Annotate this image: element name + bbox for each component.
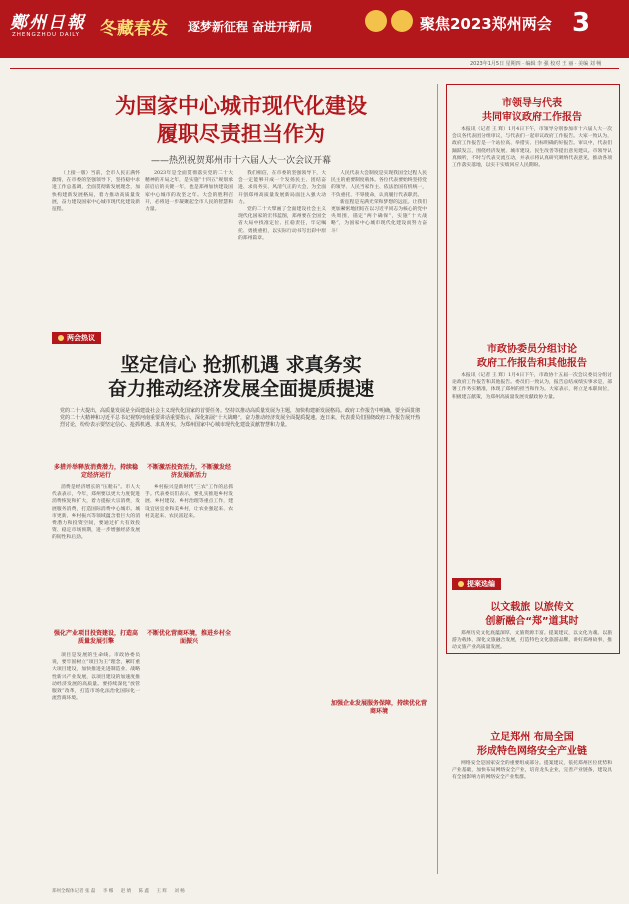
lead-body-col3: 我们相信，在市委的坚强领导下，大会一定能够开成一个发扬民主、团结奋进、求真务实、风清气正的大会，为全面开创郑州高质量发展新局面注入强大动力。 党的二十大擘画了全面建设社会主义现代化国家的宏伟蓝图，郑州要在全国全省大局中找准定位、扛稳责任，牢记嘱托、勇挑重担，以实际行动书写出彩中原的郑州篇章。 bbox=[238, 171, 326, 241]
footer-credits: 郑州全媒体记者 张 磊 李 娜 赵 婧 陈 鑫 王 辉 刘 畅 bbox=[52, 889, 185, 894]
congress-title: 聚焦2023郑州两会 bbox=[420, 15, 552, 33]
lead-deck: ——热烈祝贺郑州市十六届人大一次会议开幕 bbox=[150, 156, 331, 166]
side-story-2-title-line1: 市政协委员分组讨论 bbox=[487, 344, 577, 355]
side-story-2-body: 本报讯（记者 王 辉）1月4日下午，市政协十五届一次会议委员分组讨论政府工作报告和其他报告。委员们一致认为，报告总结成绩实事求是，部署工作务实精准，体现了郑州的担当和作为。大家表示，将立足本职岗位，积极建言献策，为郑州高质量发展贡献政协力量。 bbox=[452, 373, 612, 400]
subhead-3: 强化产业项目投资建设，打造高质量发展引擎 bbox=[53, 630, 138, 645]
side-story-3-body: 郑州历史文化底蕴深厚，文旅资源丰富。提案建议，以文化为魂、以旅游为载体，深化文旅融合发展，打造特色文化旅游品牌，讲好郑州故事，推动文旅产业高质量发展。 bbox=[452, 631, 612, 651]
side-story-1-body: 本报讯（记者 王 辉）1月4日下午，市领导分别参加市十六届人大一次会议各代表团分组审议，与代表们一起审议政府工作报告。大家一致认为，政府工作报告是一个站位高、举措实、目标明确的好报告。审议中，代表们踊跃发言，围绕经济发展、城市建设、民生改善等提出意见建议。市领导认真倾听，不时与代表交流互动，并表示将认真研究吸纳代表意见，推动各项工作落实落地，以实干实绩回应人民期盼。 bbox=[452, 127, 612, 169]
national-emblem-icon bbox=[365, 10, 387, 32]
page-number: 3 bbox=[572, 8, 591, 38]
story-two-col1b: 项目是发展的生命线。市政协委员说，要牢固树立“项目为王”理念，紧盯重大项目建设，加快推进先进制造业、战略性新兴产业发展，以项目建设的加速度推动经济发展的高质量。要持续深化“放管服效”改革，打造市场化法治化国际化一流营商环境。 bbox=[52, 653, 140, 702]
newspaper-logo-sub: ZHENGZHOU DAILY bbox=[12, 32, 80, 38]
story-two-intro: 党的二十大提出，高质量发展是全面建设社会主义现代化国家的首要任务。坚持以推动高质量发展为主题，加快构建新发展格局。政府工作报告中明确，要全面贯彻党的二十大精神和习近平总书记视察河南重要讲话重要指示，深化拓展“十大战略”，奋力推动经济发展全面提质提速。连日来，代表委员们围绕政府工作报告展开热烈讨论，纷纷表示要坚定信心、抢抓机遇、求真务实，为郑州国家中心城市现代化建设贡献智慧和力量。 bbox=[60, 408, 421, 428]
section-tag-discussion: 两会热议 bbox=[52, 332, 101, 344]
divider bbox=[10, 68, 619, 69]
subhead-4: 不断优化营商环境，推进乡村全面振兴 bbox=[146, 630, 231, 645]
side-story-1-title-line1: 市领导与代表 bbox=[502, 98, 562, 109]
tag-dot-icon bbox=[458, 581, 464, 587]
subhead-5: 加强企业发展服务保障，持续优化营商环境 bbox=[331, 700, 428, 715]
side-story-box bbox=[446, 84, 620, 654]
story-two-col1: 消费是经济增长的“压舱石”。市人大代表表示，今年，郑州要以更大力度促进消费恢复和扩大，着力提振大宗消费，发展服务消费，打造国际消费中心城市。城市更新、乡村振兴等领域蕴含着巨大的消费潜力和投资空间，要通过扩大有效投资、稳定市场预期，进一步增强经济发展的韧性和后劲。 bbox=[52, 485, 140, 541]
side-story-4-title-line2: 形成特色网络安全产业链 bbox=[477, 746, 587, 757]
tag-dot-icon bbox=[58, 335, 64, 341]
side-story-4-title-line1: 立足郑州 布局全国 bbox=[490, 732, 574, 743]
story-two-title-line1: 坚定信心 抢抓机遇 求真务实 bbox=[120, 354, 362, 376]
side-story-2-title-line2: 政府工作报告和其他报告 bbox=[477, 358, 587, 369]
column-divider bbox=[437, 84, 438, 874]
lead-title-line1: 为国家中心城市现代化建设 bbox=[115, 94, 367, 118]
slogan-main: 冬藏春发 bbox=[100, 19, 168, 39]
lead-body-col1: （上接一版）当前，全市人民正满怀激情，在市委的坚强领导下，坚持稳中求进工作总基调，全面贯彻新发展理念，加快构建新发展格局，着力推动高质量发展，奋力建设国家中心城市现代化建设新征程。 bbox=[52, 171, 140, 213]
section-tag-proposals: 提案选编 bbox=[452, 578, 501, 590]
lead-body-col2: 2023年是全面贯彻落实党的二十大精神的开局之年，是实施“十四五”规划承前启后的关键一年，也是郑州加快建设国家中心城市的攻坚之年。大会的胜利召开，必将进一步凝聚起全市人民的智慧和力量。 bbox=[145, 171, 233, 213]
subhead-2: 不断激活投资活力，不断激发经济发展新活力 bbox=[146, 464, 231, 479]
side-story-3-title-line2: 创新融合“郑”道其时 bbox=[485, 616, 579, 627]
story-two-title-line2: 奋力推动经济发展全面提质提速 bbox=[107, 378, 374, 400]
dateline: 2023年1月5日 星期四 · 编辑 李 强 校对 王 丽 · 美编 刘 畅 bbox=[470, 61, 602, 67]
side-story-3-title-line1: 以文载旅 以旅传文 bbox=[490, 602, 574, 613]
cppcc-emblem-icon bbox=[391, 10, 413, 32]
lead-body-col4: 人民代表大会制度是实现我国全过程人民民主的重要制度载体。各位代表要始终坚持党的领导、人民当家作主、依法治国有机统一，不负重托、不辱使命，认真履行代表职责。 新征程是充满光荣和梦想的远征。让我们更加紧密地团结在以习近平同志为核心的党中央周围，锚定“两个确保”，实施“十大战略”，为国家中心城市现代化建设而努力奋斗！ bbox=[331, 171, 427, 234]
story-two-col2: 乡村振兴是新时代“三农”工作的总抓手。代表委员们表示，要扎实推进乡村发展、乡村建设、乡村治理等重点工作，建设宜居宜业和美乡村，让农业强起来、农村美起来、农民富起来。 bbox=[145, 485, 233, 519]
slogan-sub: 逐梦新征程 奋进开新局 bbox=[188, 20, 313, 34]
side-story-1-title-line2: 共同审议政府工作报告 bbox=[482, 112, 582, 123]
masthead bbox=[0, 0, 629, 58]
newspaper-logo: 鄭州日報 bbox=[10, 13, 86, 33]
lead-title-line2: 履职尽责担当作为 bbox=[157, 122, 325, 146]
subhead-1: 多措并举释放消费潜力，持续稳定经济运行 bbox=[53, 464, 138, 479]
side-story-4-body: 网络安全是国家安全的重要组成部分。提案建议，依托郑州区位优势和产业基础，加快布局网络安全产业，培育龙头企业，完善产业链条，建设具有全国影响力的网络安全产业集群。 bbox=[452, 761, 612, 781]
